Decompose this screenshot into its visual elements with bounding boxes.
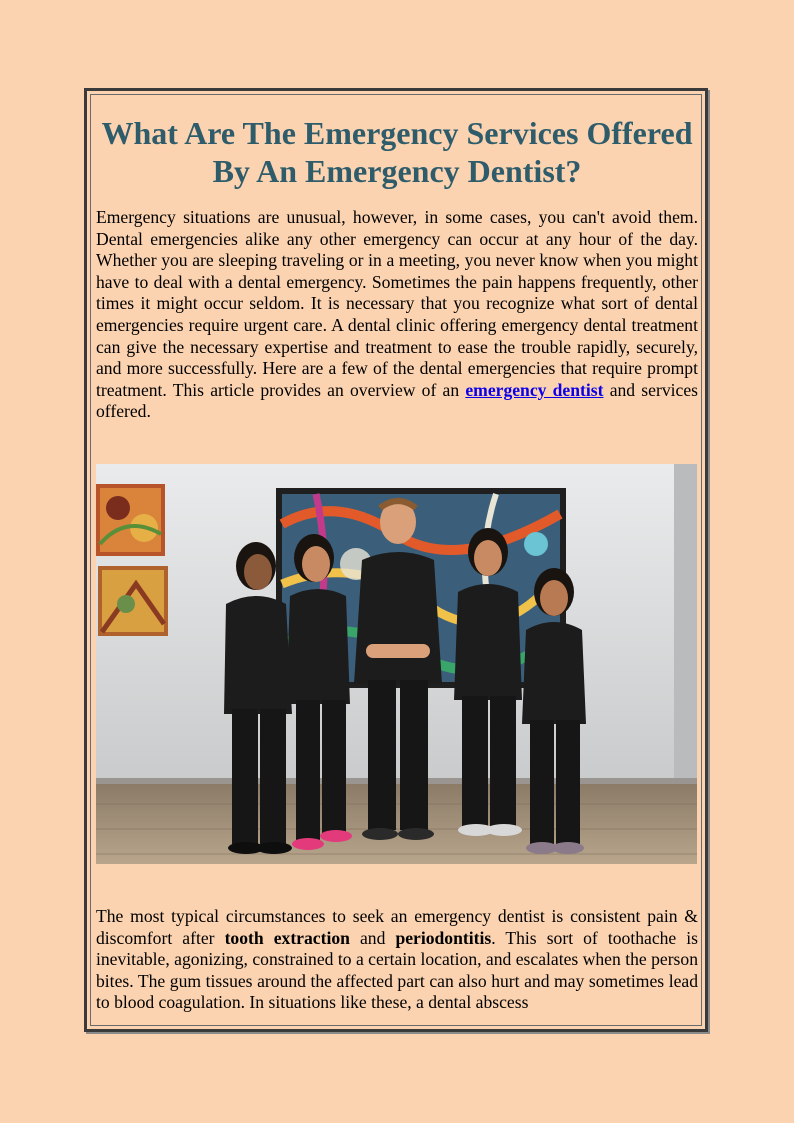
second-text-2: and bbox=[349, 927, 396, 948]
emergency-dentist-link[interactable]: emergency dentist bbox=[465, 379, 604, 400]
baseboard bbox=[96, 778, 697, 784]
intro-text: Emergency situations are unusual, however, in some cases, you can't avoid them. Dental emergencies alike any other emergency can occur at any hour of the day. Whether you are sleeping traveling or in a meeting, you never know when you might have to deal with a dental emergency. Sometimes the pain happens frequently, other times it might occur seldom. It is necessary that you recognize what sort of dental emergencies require urgent care. A dental clinic offering emergency dental treatment can give the necessary expertise and treatment to ease the trouble rapidly, securely, and more successfully. Here are a few of the dental emergencies that require prompt treatment. This article provides an overview of an bbox=[96, 207, 698, 400]
second-text-3: . This sort of toothache is inevitable, agonizing, constrained to a certain location, and escalates when the person bites. The gum tissues around the affected part can also hurt and may sometimes lead to blood coagulation. In situations like these, a dental abscess bbox=[96, 927, 699, 1013]
dental-team-photo bbox=[96, 464, 697, 864]
intro-paragraph bbox=[96, 207, 698, 423]
small-painting-top bbox=[96, 484, 165, 556]
article-title: What Are The Emergency Services Offered By An Emergency Dentist? bbox=[101, 115, 693, 189]
second-paragraph bbox=[96, 906, 698, 1014]
intro-text-end: and services offered. bbox=[96, 379, 698, 422]
wall-corner bbox=[674, 464, 697, 782]
small-painting-bottom bbox=[98, 566, 168, 636]
second-text-1: The most typical circumstances to seek an emergency dentist is consistent pain & discomfort after bbox=[96, 906, 698, 948]
periodontitis-term: periodontitis bbox=[395, 927, 492, 948]
floor bbox=[96, 782, 697, 864]
tooth-extraction-term: tooth extraction bbox=[224, 927, 350, 948]
